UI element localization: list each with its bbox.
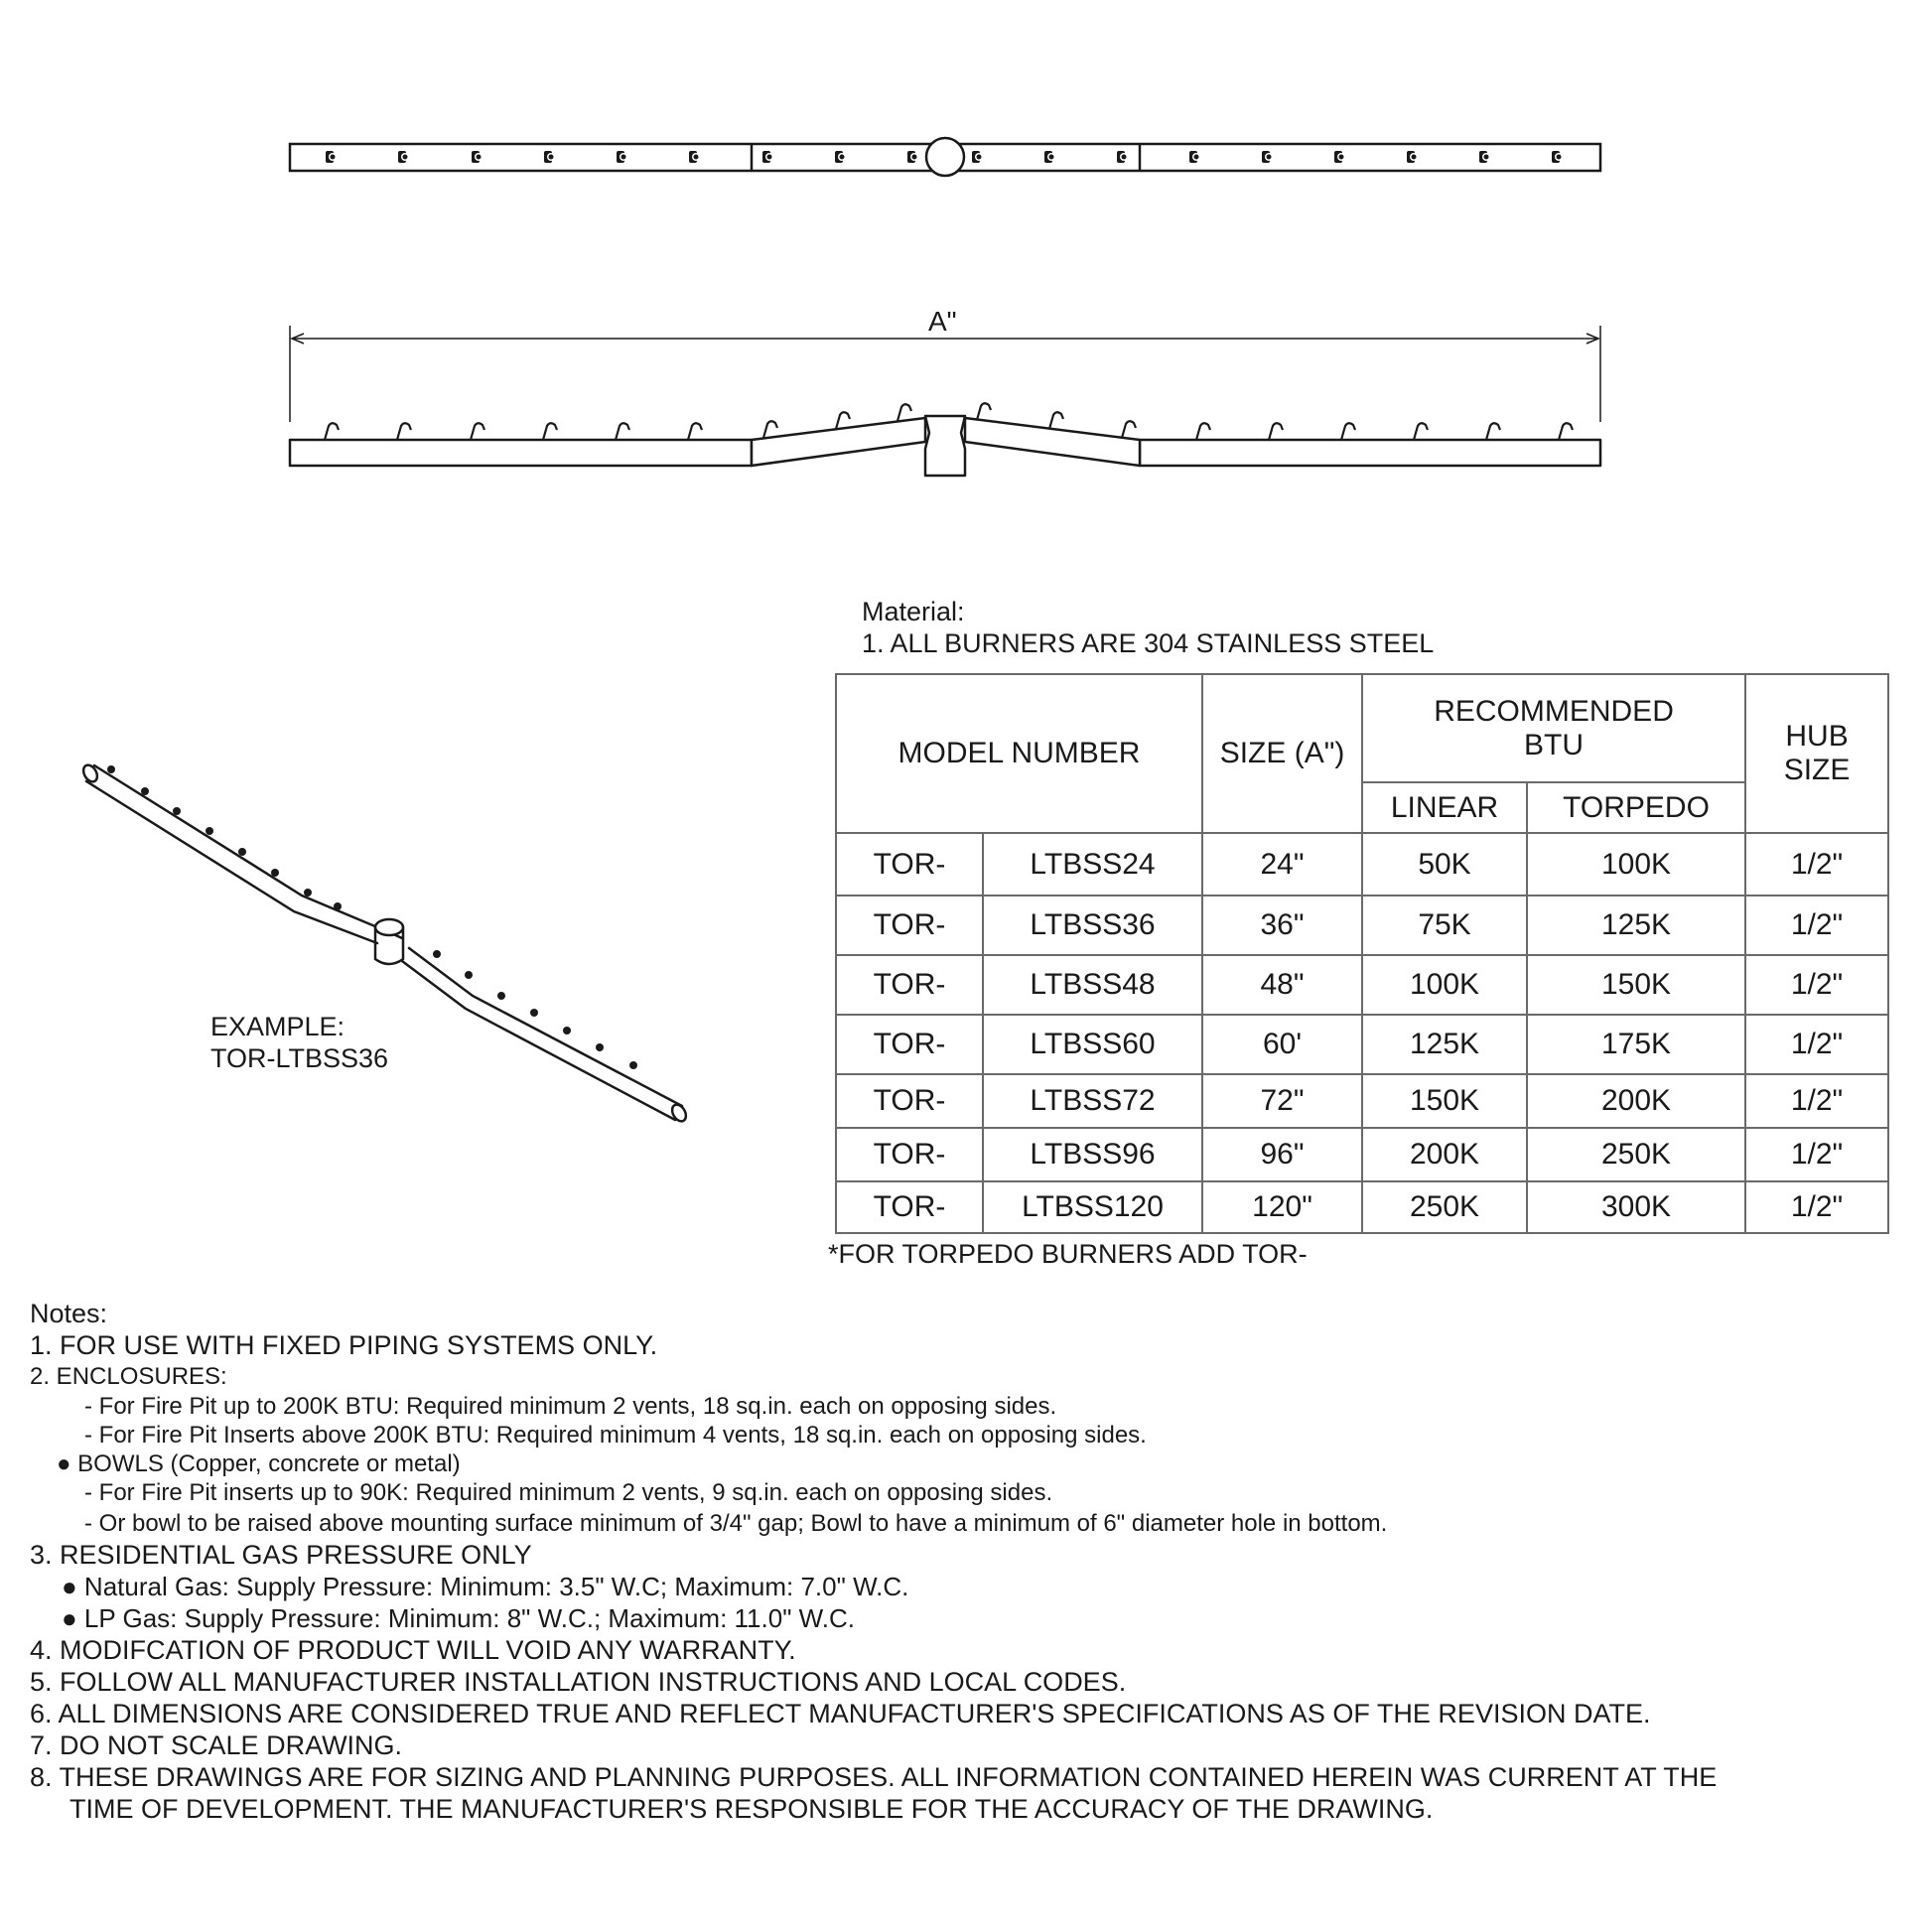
gas-port bbox=[271, 869, 279, 877]
gas-port bbox=[1049, 412, 1063, 429]
gas-port bbox=[543, 423, 557, 440]
cell-model: LTBSS72 bbox=[983, 1074, 1202, 1128]
gas-port bbox=[1559, 423, 1573, 440]
gas-port bbox=[1486, 423, 1500, 440]
note-8-line-2: TIME OF DEVELOPMENT. THE MANUFACTURER'S RESPONSIBLE FOR THE ACCURACY OF THE DRAWING. bbox=[69, 1794, 1434, 1824]
gas-port bbox=[107, 765, 115, 773]
cell-prefix: TOR- bbox=[836, 1074, 983, 1128]
gas-port bbox=[465, 971, 473, 979]
cell-model: LTBSS48 bbox=[983, 955, 1202, 1015]
note-2a: - For Fire Pit up to 200K BTU: Required minimum 2 vents, 18 sq.in. each on opposing sides. bbox=[84, 1393, 1057, 1420]
material-heading: Material: bbox=[862, 597, 965, 626]
dimension-a-line bbox=[290, 326, 1600, 422]
gas-port bbox=[836, 412, 850, 429]
cell-hub: 1/2" bbox=[1745, 896, 1888, 955]
cell-linear: 125K bbox=[1362, 1015, 1527, 1074]
cell-torpedo: 100K bbox=[1527, 833, 1745, 896]
cell-torpedo: 125K bbox=[1527, 896, 1745, 955]
material-line-1: 1. ALL BURNERS ARE 304 STAINLESS STEEL bbox=[862, 628, 1435, 658]
gas-port bbox=[471, 423, 484, 440]
cell-linear: 50K bbox=[1362, 833, 1527, 896]
gas-port bbox=[596, 1043, 604, 1051]
table-row bbox=[836, 955, 1888, 1015]
note-1: 1. FOR USE WITH FIXED PIPING SYSTEMS ONLY. bbox=[30, 1330, 658, 1360]
gas-port bbox=[763, 421, 777, 438]
gas-port bbox=[1341, 423, 1355, 440]
cell-linear: 250K bbox=[1362, 1181, 1527, 1233]
header-model-number: MODEL NUMBER bbox=[836, 674, 1202, 833]
cell-prefix: TOR- bbox=[836, 833, 983, 896]
gas-port bbox=[173, 807, 181, 815]
note-3b: ● LP Gas: Supply Pressure: Minimum: 8" W.C.; Maximum: 11.0" W.C. bbox=[62, 1603, 855, 1633]
gas-port bbox=[629, 1061, 637, 1069]
table-row bbox=[836, 1015, 1888, 1074]
cell-size: 72" bbox=[1202, 1074, 1362, 1128]
gas-port bbox=[1122, 421, 1136, 438]
header-recommended-btu: RECOMMENDED BTU bbox=[1362, 674, 1745, 782]
cell-size: 48" bbox=[1202, 955, 1362, 1015]
gas-port bbox=[1269, 423, 1283, 440]
header-torpedo: TORPEDO bbox=[1527, 782, 1745, 833]
hub-inlet-side bbox=[925, 416, 965, 476]
cell-size: 60' bbox=[1202, 1015, 1362, 1074]
note-5: 5. FOLLOW ALL MANUFACTURER INSTALLATION INSTRUCTIONS AND LOCAL CODES. bbox=[30, 1667, 1127, 1697]
note-3a: ● Natural Gas: Supply Pressure: Minimum: 3.5" W.C; Maximum: 7.0" W.C. bbox=[62, 1572, 909, 1601]
cell-hub: 1/2" bbox=[1745, 833, 1888, 896]
cell-model: LTBSS120 bbox=[983, 1181, 1202, 1233]
cell-torpedo: 300K bbox=[1527, 1181, 1745, 1233]
cell-torpedo: 200K bbox=[1527, 1074, 1745, 1128]
note-4: 4. MODIFCATION OF PRODUCT WILL VOID ANY WARRANTY. bbox=[30, 1635, 796, 1665]
cell-linear: 200K bbox=[1362, 1128, 1527, 1181]
table-row bbox=[836, 896, 1888, 955]
cell-hub: 1/2" bbox=[1745, 1181, 1888, 1233]
cell-hub: 1/2" bbox=[1745, 1128, 1888, 1181]
gas-port bbox=[977, 403, 991, 420]
cell-torpedo: 150K bbox=[1527, 955, 1745, 1015]
note-2b: - For Fire Pit Inserts above 200K BTU: Required minimum 4 vents, 18 sq.in. each on opposing sides. bbox=[84, 1422, 1147, 1449]
cell-linear: 150K bbox=[1362, 1074, 1527, 1128]
cell-size: 120" bbox=[1202, 1181, 1362, 1233]
burner-side-view bbox=[290, 403, 1600, 476]
cell-hub: 1/2" bbox=[1745, 955, 1888, 1015]
header-size: SIZE (A") bbox=[1202, 674, 1362, 833]
cell-prefix: TOR- bbox=[836, 1181, 983, 1233]
cell-prefix: TOR- bbox=[836, 1128, 983, 1181]
burner-spec-table bbox=[835, 673, 1889, 1234]
gas-port bbox=[897, 404, 911, 421]
gas-port bbox=[238, 848, 246, 856]
cell-size: 24" bbox=[1202, 833, 1362, 896]
gas-port bbox=[688, 423, 702, 440]
gas-port bbox=[397, 423, 411, 440]
table-row bbox=[836, 1181, 1888, 1233]
gas-port bbox=[1196, 423, 1210, 440]
cell-model: LTBSS24 bbox=[983, 833, 1202, 896]
gas-port bbox=[1414, 423, 1428, 440]
note-2c: ● BOWLS (Copper, concrete or metal) bbox=[57, 1450, 461, 1477]
gas-port bbox=[304, 889, 312, 897]
cell-linear: 75K bbox=[1362, 896, 1527, 955]
cell-model: LTBSS96 bbox=[983, 1128, 1202, 1181]
note-8-line-1: 8. THESE DRAWINGS ARE FOR SIZING AND PLANNING PURPOSES. ALL INFORMATION CONTAINED HEREIN WAS CURRENT AT THE bbox=[30, 1762, 1718, 1792]
table-footnote: *FOR TORPEDO BURNERS ADD TOR- bbox=[828, 1239, 1308, 1269]
note-2: 2. ENCLOSURES: bbox=[30, 1363, 227, 1390]
cell-linear: 100K bbox=[1362, 955, 1527, 1015]
gas-port bbox=[616, 423, 629, 440]
gas-port bbox=[325, 423, 339, 440]
table-row bbox=[836, 1074, 1888, 1128]
table-row bbox=[836, 1128, 1888, 1181]
header-hub-size: HUB SIZE bbox=[1745, 674, 1888, 833]
notes-heading: Notes: bbox=[30, 1299, 108, 1328]
cell-size: 96" bbox=[1202, 1128, 1362, 1181]
header-linear: LINEAR bbox=[1362, 782, 1527, 833]
cell-model: LTBSS60 bbox=[983, 1015, 1202, 1074]
burner-top-view bbox=[290, 138, 1600, 176]
note-6: 6. ALL DIMENSIONS ARE CONSIDERED TRUE AND REFLECT MANUFACTURER'S SPECIFICATIONS AS OF THE REVISION DATE. bbox=[30, 1699, 1651, 1728]
cell-prefix: TOR- bbox=[836, 1015, 983, 1074]
cell-size: 36" bbox=[1202, 896, 1362, 955]
gas-port bbox=[141, 787, 149, 795]
table-row bbox=[836, 833, 1888, 896]
note-2e: - Or bowl to be raised above mounting surface minimum of 3/4" gap; Bowl to have a minimum of 6" diameter hole in bottom. bbox=[84, 1510, 1388, 1537]
gas-port bbox=[433, 950, 441, 958]
example-model: TOR-LTBSS36 bbox=[210, 1043, 389, 1073]
cell-torpedo: 175K bbox=[1527, 1015, 1745, 1074]
gas-port bbox=[563, 1027, 571, 1035]
cell-prefix: TOR- bbox=[836, 955, 983, 1015]
gas-port bbox=[206, 827, 213, 835]
gas-port bbox=[497, 992, 505, 1000]
note-7: 7. DO NOT SCALE DRAWING. bbox=[30, 1730, 403, 1760]
example-heading: EXAMPLE: bbox=[210, 1012, 345, 1041]
cell-torpedo: 250K bbox=[1527, 1128, 1745, 1181]
note-2d: - For Fire Pit inserts up to 90K: Required minimum 2 vents, 9 sq.in. each on opposing sides. bbox=[84, 1479, 1053, 1506]
hub-inlet-top bbox=[926, 138, 964, 176]
note-3: 3. RESIDENTIAL GAS PRESSURE ONLY bbox=[30, 1540, 532, 1570]
gas-port bbox=[530, 1009, 538, 1017]
gas-port bbox=[334, 902, 342, 910]
dimension-a-label: A" bbox=[928, 306, 957, 337]
cell-prefix: TOR- bbox=[836, 896, 983, 955]
cell-hub: 1/2" bbox=[1745, 1074, 1888, 1128]
cell-hub: 1/2" bbox=[1745, 1015, 1888, 1074]
cell-model: LTBSS36 bbox=[983, 896, 1202, 955]
